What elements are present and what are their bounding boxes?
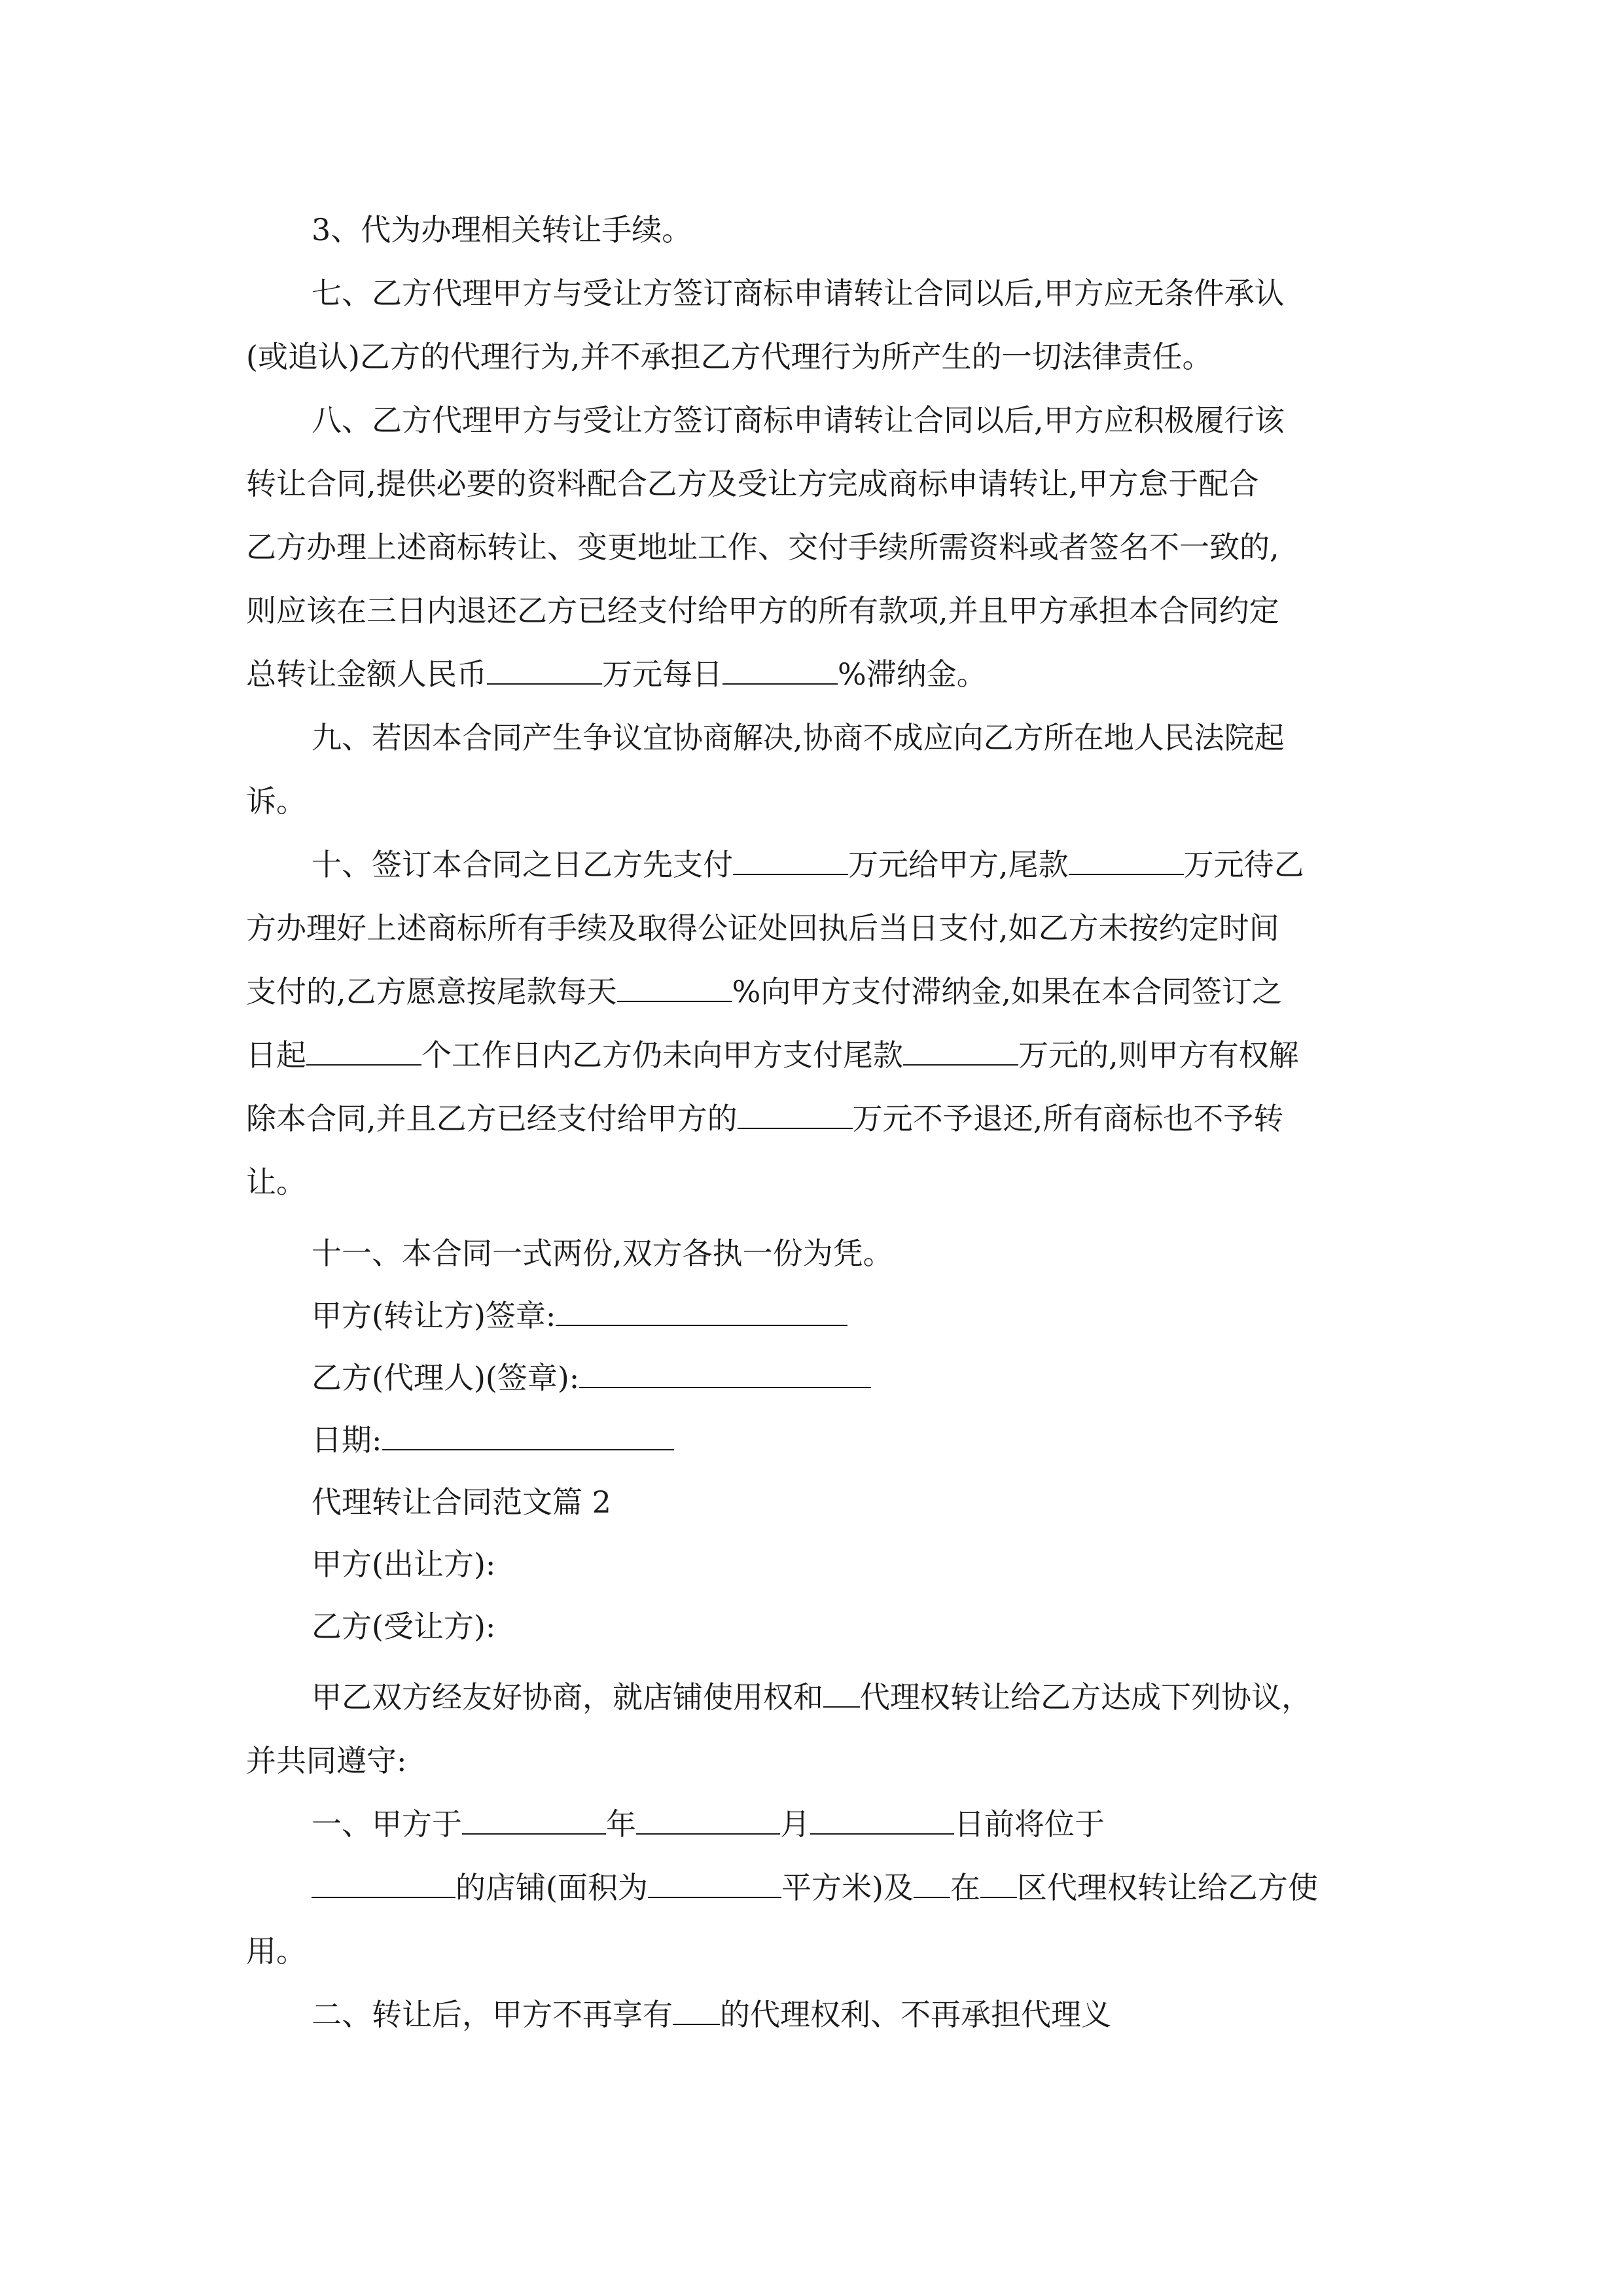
section-title: 代理转让合同范文篇 2 bbox=[312, 1484, 611, 1520]
text-line bbox=[246, 655, 987, 694]
fill-in-blank bbox=[617, 972, 732, 1002]
text-segment: 十、签订本合同之日乙方先支付 bbox=[312, 847, 733, 882]
text-segment: 万元的,则甲方有权解 bbox=[1018, 1037, 1299, 1073]
text-line: (或追认)乙方的代理行为,并不承担乙方代理行为所产生的一切法律责任。 bbox=[246, 339, 1213, 374]
signature-blank bbox=[579, 1358, 871, 1388]
text-line: 用。 bbox=[246, 1933, 306, 1969]
text-line: 甲方(出让方): bbox=[312, 1547, 496, 1582]
text-segment: 万元待乙 bbox=[1183, 847, 1304, 882]
text-segment: 支付的,乙方愿意按尾款每天 bbox=[246, 974, 617, 1009]
fill-in-blank bbox=[1069, 845, 1184, 875]
text-segment: 万元每日 bbox=[602, 656, 722, 692]
text-segment: 甲乙双方经友好协商，就店铺使用权和 bbox=[312, 1679, 823, 1715]
text-line: 十一、本合同一式两份,双方各执一份为凭。 bbox=[312, 1236, 893, 1271]
text-line bbox=[312, 845, 1304, 884]
text-line bbox=[246, 1099, 1283, 1138]
fill-in-blank bbox=[673, 1995, 720, 2025]
text-segment: 的店铺(面积为 bbox=[455, 1870, 648, 1905]
text-line: 并共同遵守: bbox=[246, 1743, 407, 1778]
signature-blank bbox=[556, 1296, 847, 1326]
text-segment: 日前将位于 bbox=[954, 1806, 1105, 1842]
fill-in-blank bbox=[823, 1677, 860, 1708]
text-segment: 平方米)及 bbox=[781, 1870, 914, 1905]
text-segment: 的代理权利、不再承担代理义 bbox=[720, 1997, 1111, 2032]
text-line: 八、乙方代理甲方与受让方签订商标申请转让合同以后,甲方应积极履行该 bbox=[312, 403, 1285, 438]
fill-in-blank bbox=[636, 1804, 780, 1835]
text-line bbox=[312, 1868, 1318, 1907]
fill-in-blank bbox=[980, 1868, 1017, 1898]
text-line: 诉。 bbox=[246, 783, 306, 819]
text-segment: 万元不予退还,所有商标也不予转 bbox=[852, 1101, 1284, 1136]
fill-in-blank bbox=[648, 1868, 781, 1898]
text-segment: 年 bbox=[606, 1806, 636, 1842]
fill-in-blank bbox=[810, 1804, 954, 1835]
signature-line bbox=[312, 1296, 847, 1335]
text-segment: %向甲方支付滞纳金,如果在本合同签订之 bbox=[732, 974, 1282, 1009]
text-segment: 总转让金额人民币 bbox=[246, 656, 487, 692]
text-line bbox=[312, 1677, 1311, 1717]
text-line: 乙方办理上述商标转让、变更地址工作、交付手续所需资料或者签名不一致的, bbox=[246, 529, 1279, 565]
date-line bbox=[312, 1420, 674, 1460]
text-line bbox=[246, 972, 1282, 1011]
signature-label: 甲方(转让方)签章: bbox=[312, 1298, 556, 1333]
text-line: 则应该在三日内退还乙方已经支付给甲方的所有款项,并且甲方承担本合同约定 bbox=[246, 593, 1279, 628]
text-line: 九、若因本合同产生争议宜协商解决,协商不成应向乙方所在地人民法院起 bbox=[312, 720, 1285, 755]
signature-label: 乙方(代理人)(签章): bbox=[312, 1360, 580, 1395]
text-line: 让。 bbox=[246, 1164, 306, 1200]
fill-in-blank bbox=[903, 1035, 1018, 1066]
text-segment: 个工作日内乙方仍未向甲方支付尾款 bbox=[421, 1037, 903, 1073]
fill-in-blank bbox=[722, 655, 838, 685]
text-segment: 代理权转让给乙方达成下列协议， bbox=[860, 1679, 1311, 1715]
fill-in-blank bbox=[462, 1804, 606, 1835]
signature-line bbox=[312, 1358, 871, 1397]
fill-in-blank bbox=[306, 1035, 421, 1066]
text-segment: %滞纳金。 bbox=[838, 656, 987, 692]
text-line: 转让合同,提供必要的资料配合乙方及受让方完成商标申请转让,甲方怠于配合 bbox=[246, 466, 1259, 501]
fill-in-blank bbox=[733, 845, 848, 875]
text-segment: 一、甲方于 bbox=[312, 1806, 462, 1842]
text-segment: 除本合同,并且乙方已经支付给甲方的 bbox=[246, 1101, 738, 1136]
fill-in-blank bbox=[738, 1099, 853, 1129]
text-line bbox=[312, 1995, 1111, 2034]
fill-in-blank bbox=[312, 1868, 455, 1898]
fill-in-blank bbox=[914, 1868, 950, 1898]
date-label: 日期: bbox=[312, 1422, 382, 1458]
text-line: 七、乙方代理甲方与受让方签订商标申请转让合同以后,甲方应无条件承认 bbox=[312, 276, 1285, 311]
fill-in-blank bbox=[487, 655, 602, 685]
date-blank bbox=[382, 1420, 674, 1450]
text-segment: 月 bbox=[780, 1806, 810, 1842]
text-line bbox=[246, 1035, 1299, 1075]
text-segment: 万元给甲方,尾款 bbox=[848, 847, 1069, 882]
text-segment: 区代理权转让给乙方使 bbox=[1016, 1870, 1318, 1905]
text-line: 乙方(受让方): bbox=[312, 1609, 496, 1644]
text-line: 3、代为办理相关转让手续。 bbox=[312, 212, 692, 247]
text-segment: 二、转让后，甲方不再享有 bbox=[312, 1997, 673, 2032]
text-segment: 日起 bbox=[246, 1037, 306, 1073]
text-line: 方办理好上述商标所有手续及取得公证处回执后当日支付,如乙方未按约定时间 bbox=[246, 910, 1279, 946]
text-line bbox=[312, 1804, 1105, 1844]
text-segment: 在 bbox=[950, 1870, 980, 1905]
